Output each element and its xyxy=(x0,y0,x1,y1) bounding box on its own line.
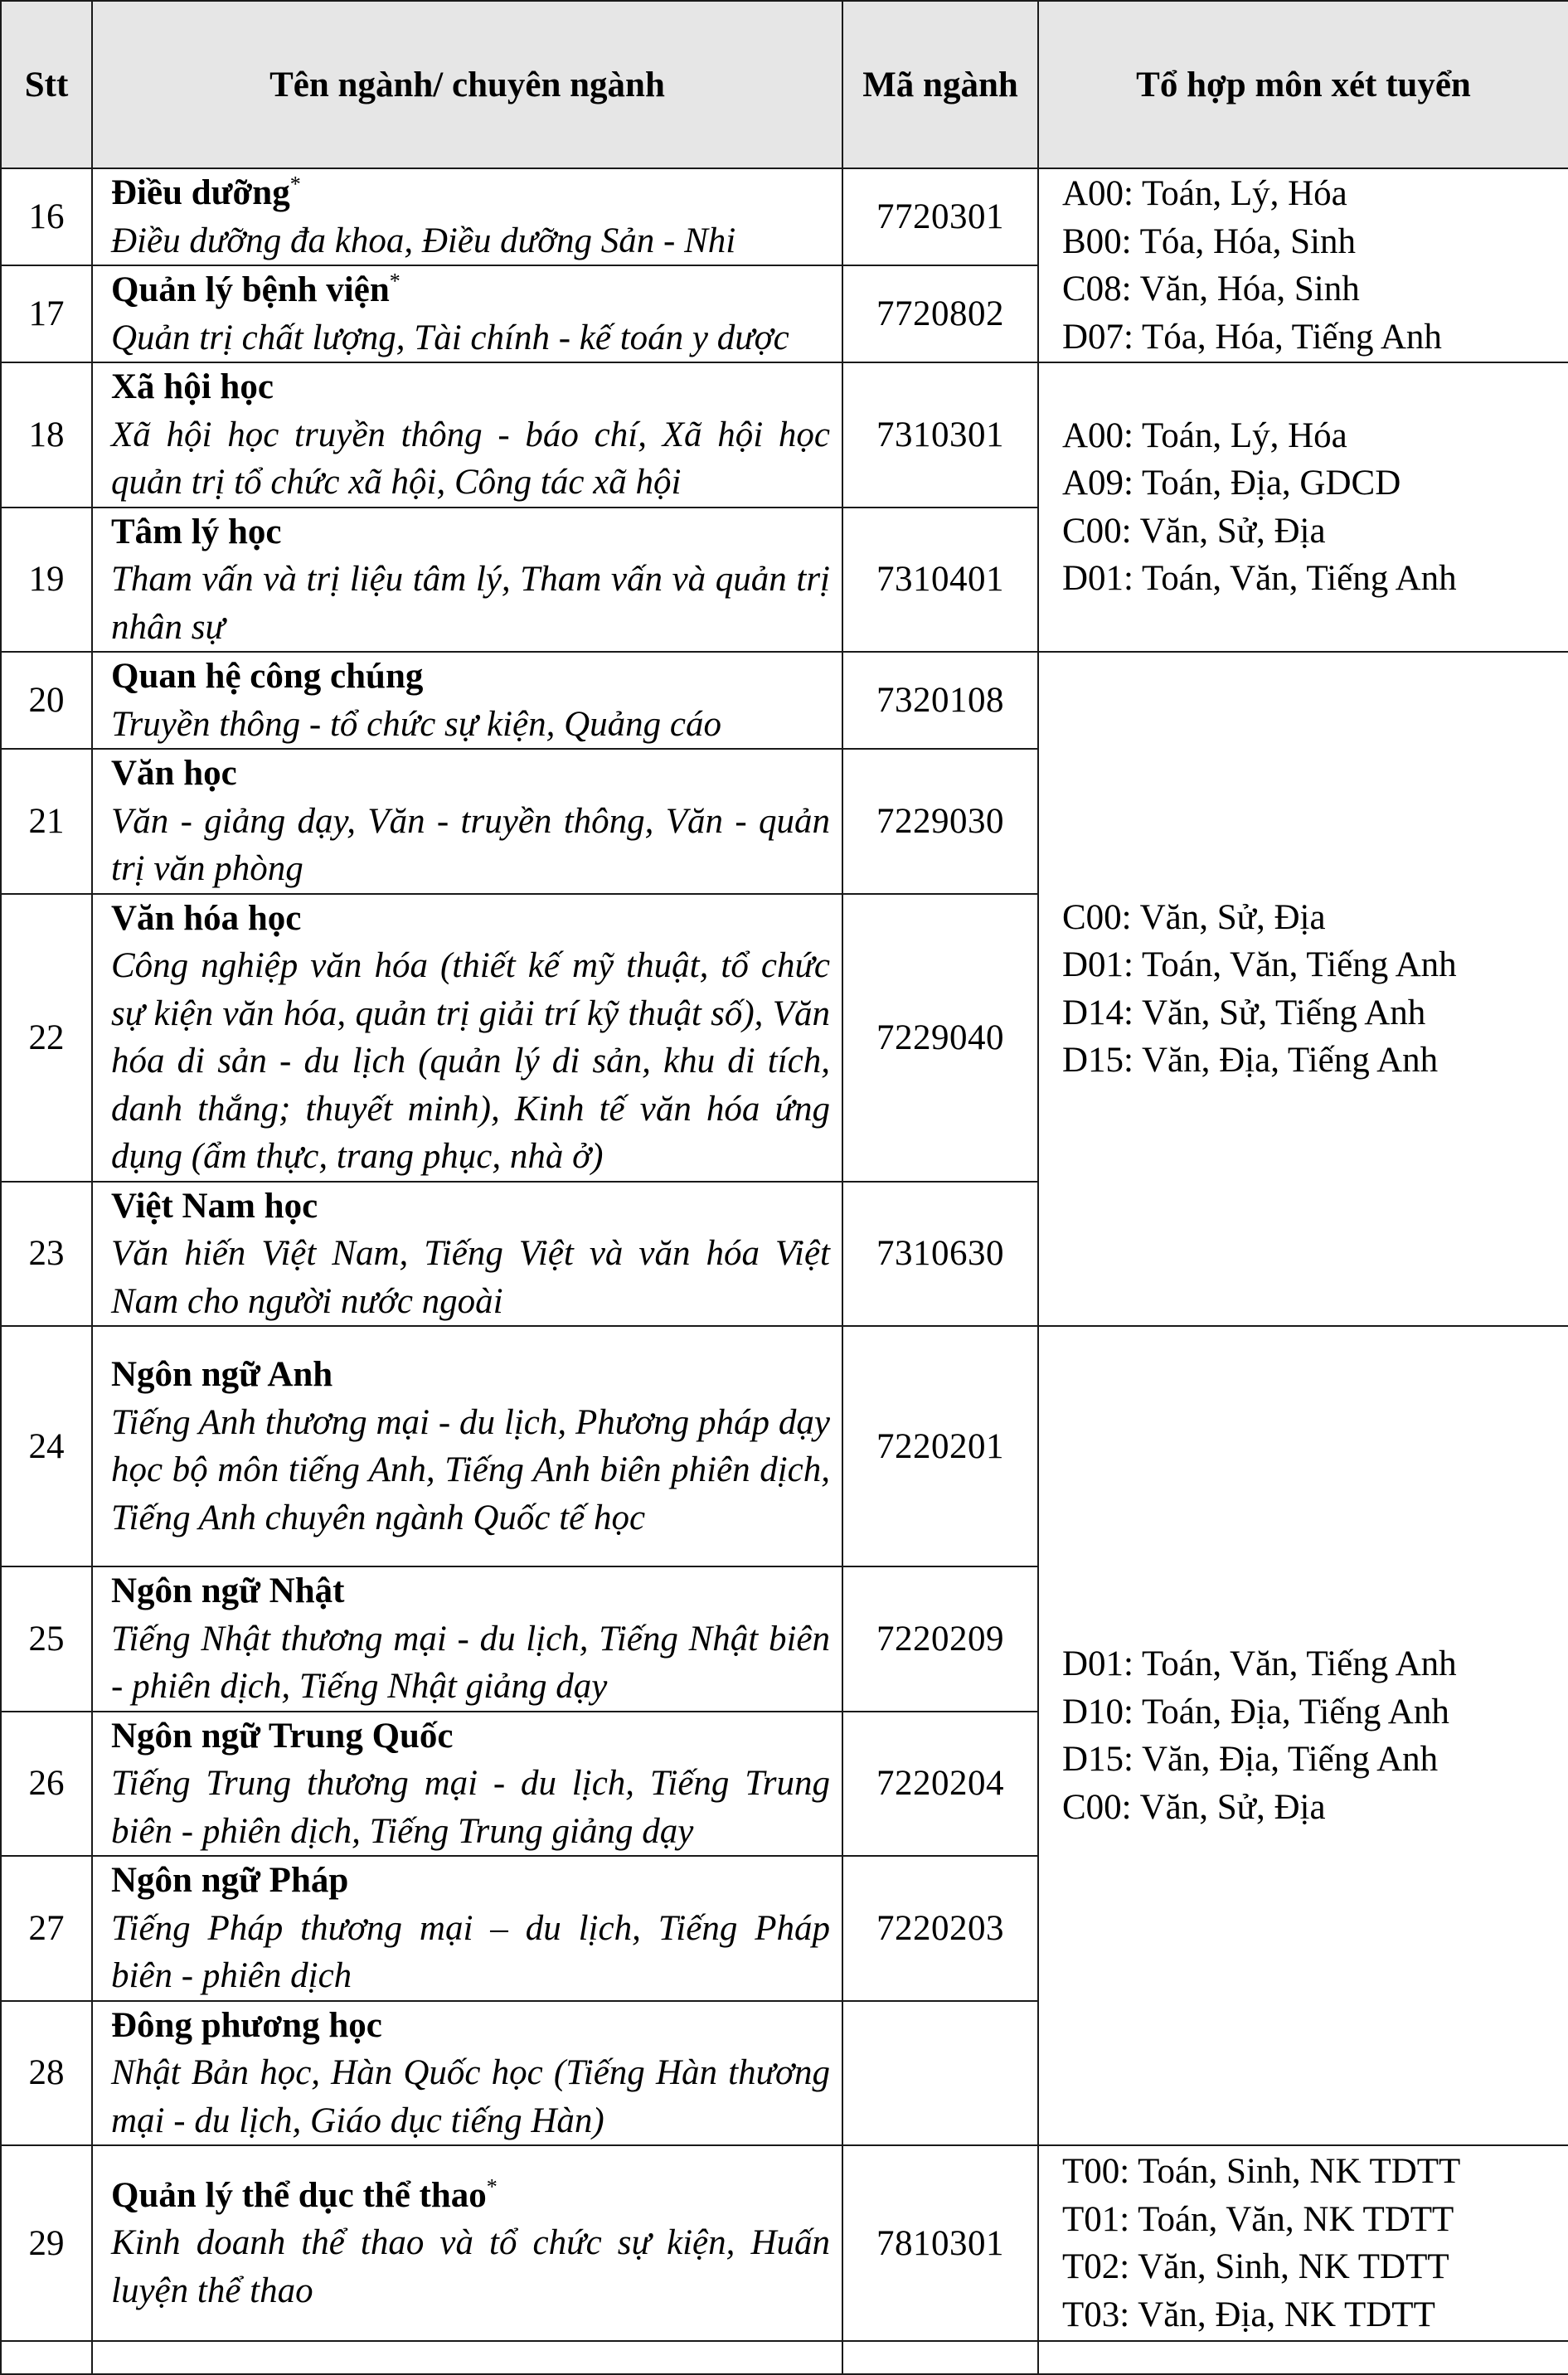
major-code: 7229040 xyxy=(842,894,1038,1182)
major-name-line xyxy=(111,169,830,217)
combo-item: T02: Văn, Sinh, NK TDTT xyxy=(1062,2247,1449,2286)
specializations: Tham vấn và trị liệu tâm lý, Tham vấn và quản trị nhân sự xyxy=(111,560,830,647)
row-stt: 20 xyxy=(1,652,92,749)
major-cell xyxy=(92,894,842,1182)
table-row-partial xyxy=(1,2341,1568,2374)
major-name-line xyxy=(111,363,830,411)
asterisk-mark: * xyxy=(389,269,400,294)
combo-item: T03: Văn, Địa, NK TDTT xyxy=(1062,2295,1435,2334)
specializations: Văn - giảng dạy, Văn - truyền thông, Văn - quản trị văn phòng xyxy=(111,801,830,888)
major-name-line xyxy=(111,1351,830,1399)
row-stt: 17 xyxy=(1,265,92,362)
specializations: Công nghiệp văn hóa (thiết kế mỹ thuật, tổ chức sự kiện văn hóa, quản trị giải trí kỹ thuật số), Văn hóa di sản - du lịch (quản lý di sản, khu di tích, danh thắng; thuyết minh), Kinh tế văn hóa ứng dụng (ẩm thực, trang phục, nhà ở) xyxy=(111,946,830,1176)
major-cell xyxy=(92,362,842,508)
combo-item: T00: Toán, Sinh, NK TDTT xyxy=(1062,2152,1461,2191)
combo-group-1 xyxy=(1038,168,1568,362)
major-cell xyxy=(92,265,842,362)
combo-item: B00: Tóa, Hóa, Sinh xyxy=(1062,221,1356,261)
specializations: Tiếng Trung thương mại - du lịch, Tiếng Trung biên - phiên dịch, Tiếng Trung giảng dạy xyxy=(111,1764,830,1851)
row-stt: 24 xyxy=(1,1326,92,1566)
header-stt: Stt xyxy=(1,1,92,168)
major-code: 7220209 xyxy=(842,1566,1038,1712)
row-stt: 26 xyxy=(1,1712,92,1857)
major-cell xyxy=(92,1856,842,2001)
major-cell xyxy=(92,168,842,265)
major-code: 7310401 xyxy=(842,508,1038,653)
specializations: Quản trị chất lượng, Tài chính - kế toán y dược xyxy=(111,318,789,357)
table-row xyxy=(1,362,1568,508)
combo-item: C00: Văn, Sử, Địa xyxy=(1062,1787,1326,1827)
row-stt: 23 xyxy=(1,1182,92,1327)
combo-item: D10: Toán, Địa, Tiếng Anh xyxy=(1062,1692,1449,1731)
row-stt: 29 xyxy=(1,2145,92,2341)
major-cell xyxy=(92,652,842,749)
major-name: Văn hóa học xyxy=(111,898,302,938)
major-name-line xyxy=(111,1183,830,1231)
asterisk-mark: * xyxy=(289,172,301,197)
header-code: Mã ngành xyxy=(842,1,1038,168)
table-row xyxy=(1,168,1568,265)
specializations: Nhật Bản học, Hàn Quốc học (Tiếng Hàn thương mại - du lịch, Giáo dục tiếng Hàn) xyxy=(111,2053,830,2140)
combo-group-2 xyxy=(1038,362,1568,652)
major-cell xyxy=(92,508,842,653)
major-code xyxy=(842,2001,1038,2146)
combo-item: C00: Văn, Sử, Địa xyxy=(1062,511,1326,551)
combo-group-5 xyxy=(1038,2145,1568,2341)
major-name-line xyxy=(111,1712,830,1761)
major-name: Quản lý thể dục thể thao xyxy=(111,2175,487,2215)
major-name: Ngôn ngữ Trung Quốc xyxy=(111,1716,454,1756)
specializations: Tiếng Anh thương mại - du lịch, Phương pháp dạy học bộ môn tiếng Anh, Tiếng Anh biên phiên dịch, Tiếng Anh chuyên ngành Quốc tế học xyxy=(111,1402,830,1537)
major-cell xyxy=(92,1326,842,1566)
header-major: Tên ngành/ chuyên ngành xyxy=(92,1,842,168)
combo-item: D07: Tóa, Hóa, Tiếng Anh xyxy=(1062,317,1442,357)
combo-item: T01: Toán, Văn, NK TDTT xyxy=(1062,2199,1454,2239)
row-stt: 22 xyxy=(1,894,92,1182)
major-name-line xyxy=(111,2172,830,2220)
major-code: 7310301 xyxy=(842,362,1038,508)
major-name: Việt Nam học xyxy=(111,1186,318,1226)
specializations: Tiếng Pháp thương mại – du lịch, Tiếng Pháp biên - phiên dịch xyxy=(111,1908,830,1995)
row-stt: 18 xyxy=(1,362,92,508)
major-name-line xyxy=(111,653,830,701)
major-name: Điều dưỡng xyxy=(111,173,290,212)
combo-item: C08: Văn, Hóa, Sinh xyxy=(1062,270,1360,308)
combo-item: D15: Văn, Địa, Tiếng Anh xyxy=(1062,1041,1439,1080)
major-name: Tâm lý học xyxy=(111,512,282,551)
major-name: Quản lý bệnh viện xyxy=(111,270,390,309)
major-name: Quan hệ công chúng xyxy=(111,657,424,696)
major-code: 7810301 xyxy=(842,2145,1038,2341)
major-cell xyxy=(92,749,842,894)
major-name: Văn học xyxy=(111,754,237,793)
combo-item: D14: Văn, Sử, Tiếng Anh xyxy=(1062,993,1426,1032)
empty-cell xyxy=(1,2341,92,2374)
major-code: 7220201 xyxy=(842,1326,1038,1566)
table-row xyxy=(1,2145,1568,2341)
major-code: 7229030 xyxy=(842,749,1038,894)
major-name: Ngôn ngữ Anh xyxy=(111,1355,333,1394)
combo-item: D01: Toán, Văn, Tiếng Anh xyxy=(1062,945,1457,984)
combo-group-4 xyxy=(1038,1326,1568,2145)
major-name: Ngôn ngữ Pháp xyxy=(111,1861,349,1900)
specializations: Tiếng Nhật thương mại - du lịch, Tiếng Nhật biên - phiên dịch, Tiếng Nhật giảng dạy xyxy=(111,1619,830,1706)
row-stt: 27 xyxy=(1,1856,92,2001)
empty-cell xyxy=(1038,2341,1568,2374)
specializations: Kinh doanh thể thao và tổ chức sự kiện, Huấn luyện thể thao xyxy=(111,2223,830,2310)
combo-item: A00: Toán, Lý, Hóa xyxy=(1062,174,1347,213)
major-code: 7720802 xyxy=(842,265,1038,362)
row-stt: 28 xyxy=(1,2001,92,2146)
empty-cell xyxy=(842,2341,1038,2374)
major-name-line xyxy=(111,895,830,943)
table-row xyxy=(1,652,1568,749)
major-name-line xyxy=(111,750,830,798)
major-name-line xyxy=(111,266,830,314)
major-cell xyxy=(92,1712,842,1857)
major-code: 7310630 xyxy=(842,1182,1038,1327)
empty-cell xyxy=(92,2341,842,2374)
combo-item: D15: Văn, Địa, Tiếng Anh xyxy=(1062,1740,1439,1779)
specializations: Xã hội học truyền thông - báo chí, Xã hội học quản trị tổ chức xã hội, Công tác xã hội xyxy=(111,415,830,502)
major-name-line xyxy=(111,1857,830,1905)
specializations: Truyền thông - tổ chức sự kiện, Quảng cáo xyxy=(111,704,721,744)
major-cell xyxy=(92,1182,842,1327)
combo-item: A00: Toán, Lý, Hóa xyxy=(1062,415,1347,455)
combo-group-3 xyxy=(1038,652,1568,1326)
specializations: Văn hiến Việt Nam, Tiếng Việt và văn hóa Việt Nam cho người nước ngoài xyxy=(111,1234,830,1321)
combo-item: D01: Toán, Văn, Tiếng Anh xyxy=(1062,559,1457,598)
major-name: Xã hội học xyxy=(111,367,274,406)
major-name-line xyxy=(111,2002,830,2050)
row-stt: 25 xyxy=(1,1566,92,1712)
combo-item: A09: Toán, Địa, GDCD xyxy=(1062,464,1401,503)
major-code: 7220203 xyxy=(842,1856,1038,2001)
specializations: Điều dưỡng đa khoa, Điều dưỡng Sản - Nhi xyxy=(111,221,736,260)
major-cell xyxy=(92,2001,842,2146)
major-code: 7220204 xyxy=(842,1712,1038,1857)
row-stt: 16 xyxy=(1,168,92,265)
major-name: Ngôn ngữ Nhật xyxy=(111,1571,345,1610)
major-name: Đông phương học xyxy=(111,2005,382,2045)
row-stt: 19 xyxy=(1,508,92,653)
table-row xyxy=(1,1326,1568,1566)
combo-item: D01: Toán, Văn, Tiếng Anh xyxy=(1062,1644,1457,1683)
major-name-line xyxy=(111,1567,830,1615)
header-row xyxy=(1,1,1568,168)
major-cell xyxy=(92,2145,842,2341)
combo-item: C00: Văn, Sử, Địa xyxy=(1062,897,1326,937)
row-stt: 21 xyxy=(1,749,92,894)
major-code: 7320108 xyxy=(842,652,1038,749)
major-name-line xyxy=(111,508,830,556)
header-combos: Tổ hợp môn xét tuyển xyxy=(1038,1,1568,168)
major-code: 7720301 xyxy=(842,168,1038,265)
major-cell xyxy=(92,1566,842,1712)
asterisk-mark: * xyxy=(486,2174,498,2199)
